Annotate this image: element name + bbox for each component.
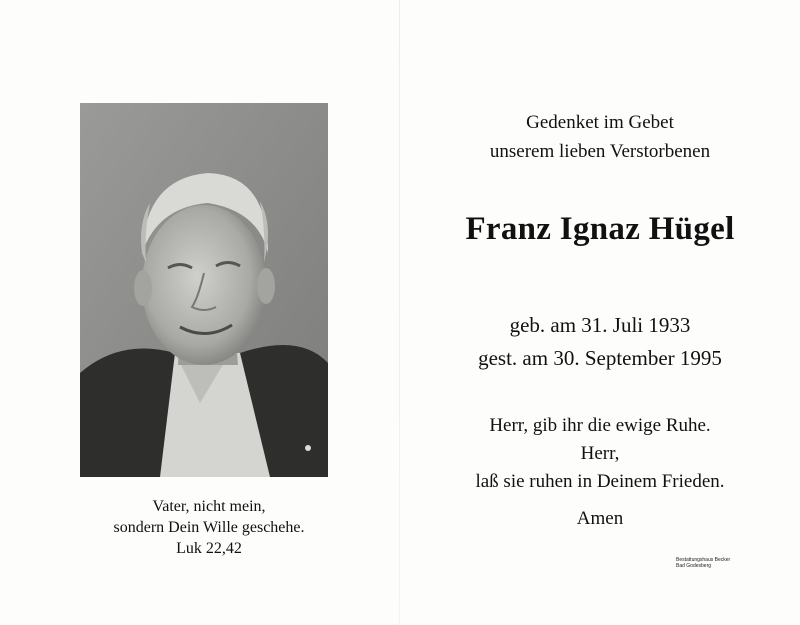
imprint-line-1: Bestattungshaus Becker [676,557,731,563]
portrait-photo [80,103,328,477]
imprint-line-2: Bad Godesberg [676,563,712,569]
birth-date: geb. am 31. Juli 1933 [509,313,691,337]
death-date: gest. am 30. September 1995 [478,346,722,370]
funeral-home-imprint [676,557,730,569]
verse-line-2: sondern Dein Wille geschehe. [113,519,305,536]
intro-line-2: unserem lieben Verstorbenen [489,141,711,162]
portrait-illustration [80,103,328,477]
prayer-line-1: Herr, gib ihr die ewige Ruhe. [489,415,711,436]
life-dates [400,309,800,375]
amen-text: Amen [576,508,624,529]
verse-line-1: Vater, nicht mein, [152,498,266,515]
deceased-name: Franz Ignaz Hügel [465,211,735,247]
prayer-line-3: laß sie ruhen in Deinem Frieden. [475,471,725,492]
prayer-line-2: Herr, [580,443,620,464]
verse-reference: Luk 22,42 [176,540,242,557]
bible-verse [80,496,338,559]
intro-text [400,108,800,166]
prayer-text [400,412,800,496]
intro-line-1: Gedenket im Gebet [526,112,674,133]
